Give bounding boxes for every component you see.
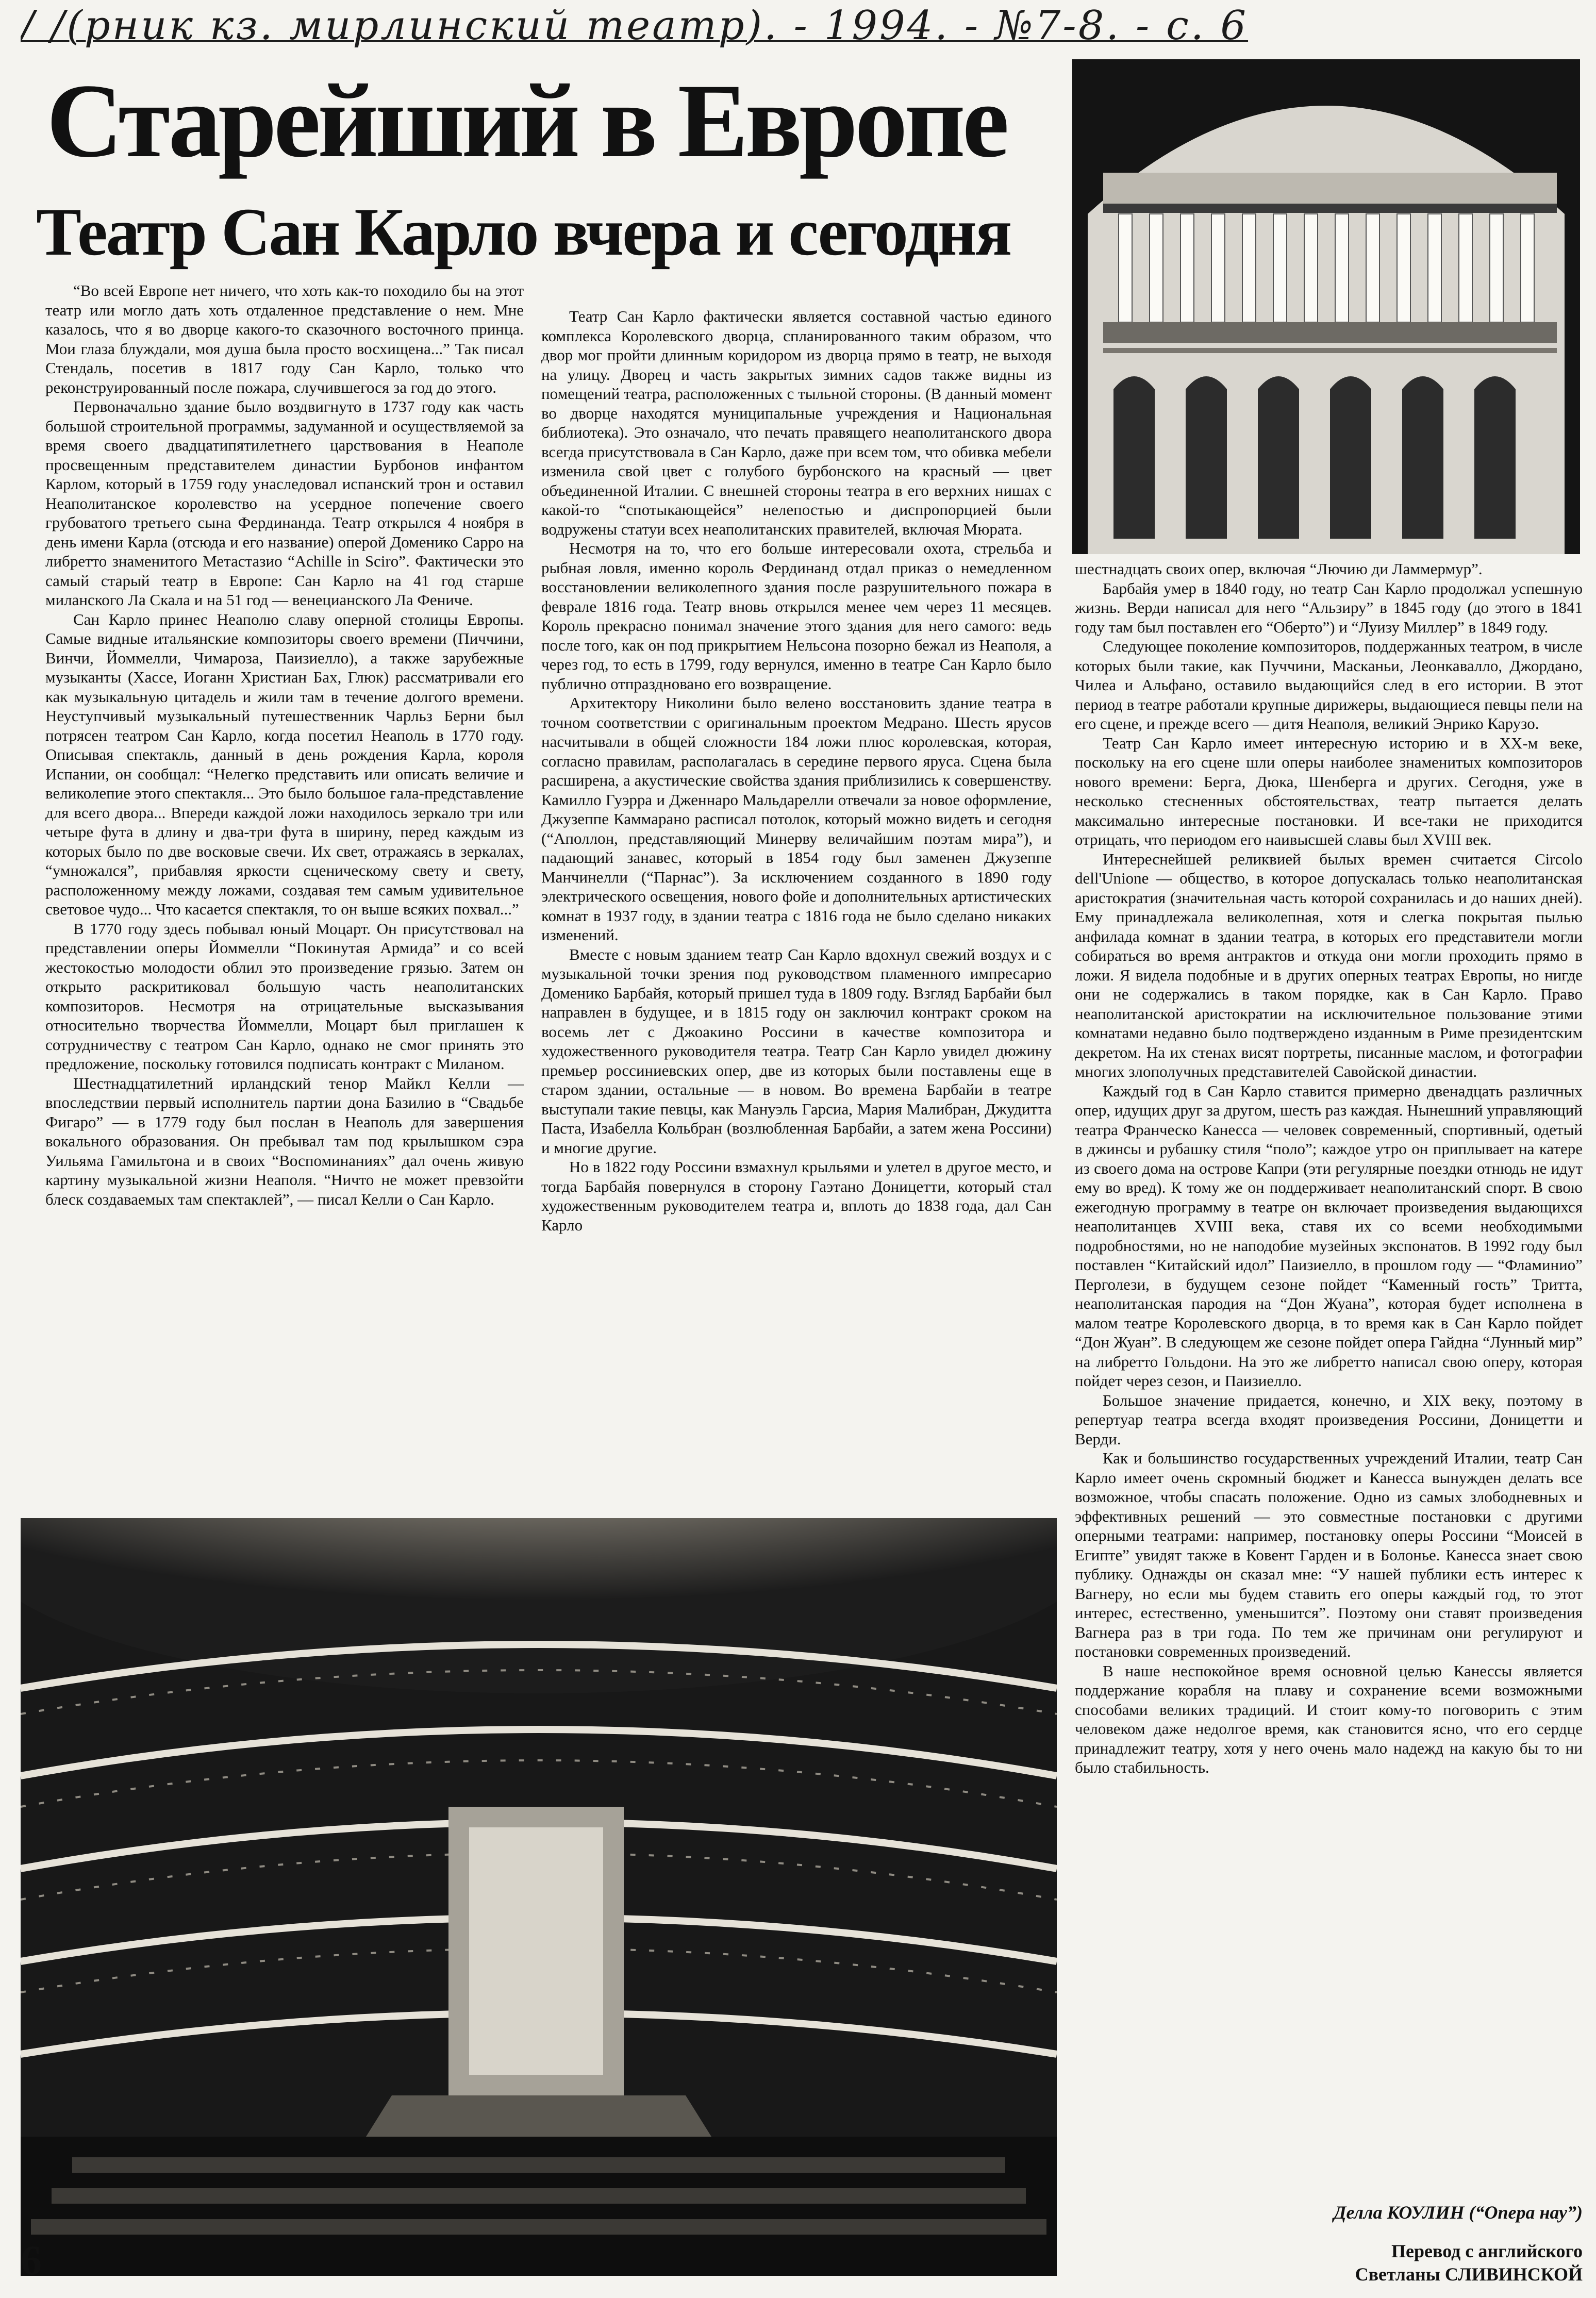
- paragraph: Сан Карло принес Неаполю славу оперной столицы Европы. Самые видные итальянские композиторы своего времени (Пиччини, Винчи, Йоммелли, Чимароза, Паизиелло), а также зарубежные музыканты (Хассе, Иоганн Христиан Бах, Глюк) рассматривали его как музыкальную цитадель и жили там в течение долгого времени. Неуступчивый музыкальный путешественник Чарльз Берни был потрясен театром Сан Карло, когда посетил Неаполь в 1770 году. Описывая спектакль, данный в день рождения Карла, короля Испании, он сообщал: “Нелегко представить или описать величие и великолепие этого спектакля... Это было большое гала-представление для всего двора... Впереди каждой ложи находилось зеркало три или четыре фута в длину и два-три фута в ширину, перед каждым из которых было по две восковые свечи. Их свет, отражаясь в зеркалах, “умножался”, прибавляя яркости сценическому свету и свету, расположенному между ложами, создавая тем самым удивительное световое чудо... Что касается спектакля, то он выше всяких похвал...”: [45, 610, 524, 918]
- article-column-1: [45, 281, 524, 1518]
- facade-photo: [1072, 59, 1580, 554]
- paragraph: Барбайя умер в 1840 году, но театр Сан Карло продолжал успешную жизнь. Верди написал для него “Альзиру” в 1845 году (до этого в 1841 году там был поставлен его “Оберто”) и “Луизу Миллер” в 1849 году.: [1075, 579, 1583, 636]
- paragraph: В 1770 году здесь побывал юный Моцарт. Он присутствовал на представлении оперы Йоммелли “Покинутая Армида” и со всей жестокостью молодости облил это произведение грязью. Затем он открыто раскритиковал большую часть неаполитанских композиторов. Несмотря на отрицательные высказывания относительно творчества Йоммелли, Моцарт был приглашен к сотрудничеству с театром Сан Карло, однако не смог принять это предложение, поскольку готовился подписать контракт с Миланом.: [45, 919, 524, 1073]
- facade-photo-graphic: [1072, 59, 1580, 554]
- article-column-3: [1075, 559, 1583, 2199]
- article-subtitle: Театр Сан Карло вчера и сегодня: [36, 194, 1011, 270]
- paragraph: В наше неспокойное время основной целью Канессы является поддержание корабля на плаву и сохранение всеми возможными способами великих традиций. И стоит кому-то поговорить с этим человеком даже недолгое время, как становится ясно, что его сердце принадлежит театру, хотя у него очень мало надежд на какую бы то ни было стабильность.: [1075, 1661, 1583, 1776]
- article-column-2: [541, 307, 1052, 1508]
- theatre-interior-graphic: [21, 1518, 1057, 2276]
- handwritten-note: / /(рник кз. мирлинский театр). - 1994. - №7-8. - с. 6: [21, 3, 1249, 49]
- paragraph: “Во всей Европе нет ничего, что хоть как-то походило бы на этот театр или могло дать хоть отдаленное представление о нем. Мне казалось, что я во дворце какого-то сказочного восточного принца. Мои глаза блуждали, моя душа была просто восхищена...” Так писал Стендаль, посетив в 1817 году Сан Карло, только что реконструированный после пожара, случившегося за год до этого.: [45, 281, 524, 396]
- paragraph: Как и большинство государственных учреждений Италии, театр Сан Карло имеет очень скромный бюджет и Канесса вынужден делать все возможное, чтобы спасать положение. Одно из самых злободневных и эффективных решений — это совместные постановки с другими оперными театрами: например, постановку оперы Россини “Моисей в Египте” увидят также в Ковент Гарден и в Болонье. Канесса знает свою публику. Однажды он сказал мне: “У нашей публики есть интерес к Вагнеру, но если мы будем ставить его оперы каждый год, то этот интерес, естественно, уменьшится”. Поэтому они ставят произведения Вагнера раз в три года. По тем же причинам они регулируют и постановки современных произведений.: [1075, 1449, 1583, 1660]
- paragraph: Несмотря на то, что его больше интересовали охота, стрельба и рыбная ловля, именно король Фердинанд отдал приказ о немедленном восстановлении великолепного здания после разрушительного пожара в феврале 1816 года. Театр вновь открылся менее чем через 11 месяцев. Король прекрасно понимал значение этого здания для него самого: ведь после того, как он под прикрытием Нельсона позорно бежал из Неаполя, а через год, то есть в 1799, году вернулся, именно в театре Сан Карло было публично отпраздновано его возвращение.: [541, 539, 1052, 693]
- page-number: 6: [21, 2237, 42, 2284]
- paragraph: Следующее поколение композиторов, поддержанных театром, в числе которых были такие, как Пуччини, Масканьи, Леонкавалло, Джордано, Чилеа и Альфано, оставило выдающийся след в его истории. В этот период в театре работали крупные дирижеры, выдающиеся певцы пели на его сцене, и прежде всего — дитя Неаполя, великий Энрико Карузо.: [1075, 637, 1583, 732]
- paragraph: Интереснейшей реликвией былых времен считается Circolo dell'Unione — общество, в которое допускалась только неаполитанская аристократия (значительная часть которой сохранилась и до наших дней). Ему принадлежала великолепная, хотя и слегка покрытая пылью анфилада комнат в здании театра, в которых его представители могли собираться во время антрактов и откуда они могли проходить прямо в ложи. Я видела подобные и в других оперных театрах Европы, но нигде они не содержались в таком порядке, как в Сан Карло. Право неаполитанской аристократии на исключительное пользование этими комнатами недавно было подтверждено изданным в Риме президентским декретом. На их стенах висят портреты, писанные маслом, и фотографии многих злополучных представителей Савойской династии.: [1075, 850, 1583, 1080]
- paragraph: Театр Сан Карло имеет интересную историю и в XX-м веке, поскольку на его сцене шли оперы наиболее знаменитых композиторов нового времени: Берга, Дюка, Шенберга и других. Сегодня, уже в несколько стесненных обстоятельствах, театр пытается делать максимально интересные постановки. И все-таки не приходится отрицать, что периодом его наивысшей славы был XVIII век.: [1075, 734, 1583, 848]
- paragraph: Архитектору Николини было велено восстановить здание театра в точном соответствии с оригинальным проектом Медрано. Шесть ярусов насчитывали в общей сложности 184 ложи плюс королевская, которая, согласно правилам, располагалась в середине первого яруса. Сцена была расширена, а акустические свойства здания приблизились к совершенству. Камилло Гуэрра и Дженнаро Мальдарелли отвечали за новое оформление, Джузеппе Каммарано расписал потолок, который можно видеть и сегодня (“Аполлон, представляющий Минерву величайшим поэтам мира”), и падающий занавес, который в 1854 году был заменен Джузеппе Манчинелли (“Парнас”). За исключением созданного в 1890 году электрического освещения, нового фойе и дополнительных артистических комнат в 1937 году, в здании театра с 1816 года не было сделано никаких изменений.: [541, 694, 1052, 944]
- theatre-interior-photo: [21, 1518, 1057, 2276]
- article-title: Старейший в Европе: [46, 62, 1006, 179]
- paragraph: Шестнадцатилетний ирландский тенор Майкл Келли — впоследствии первый исполнитель партии дона Базилио в “Свадьбе Фигаро” — в 1779 году был послан в Неаполь для завершения вокального образования. Он пребывал там под крылышком сэра Уильяма Гамильтона и в своих “Воспоминаниях” дал очень живую картину музыкальной жизни Неаполя. “Ничто не может превзойти блеск создаваемых там спектаклей”, — писал Келли о Сан Карло.: [45, 1074, 524, 1208]
- paragraph: Но в 1822 году Россини взмахнул крыльями и улетел в другое место, и тогда Барбайя повернулся в сторону Гаэтано Доницетти, который стал художественным руководителем театра и, вплоть до 1838 года, дал Сан Карло: [541, 1158, 1052, 1234]
- paragraph: шестнадцать своих опер, включая “Лючию ди Ламмермур”.: [1075, 560, 1483, 578]
- paragraph: Вместе с новым зданием театр Сан Карло вдохнул свежий воздух и с музыкальной точки зрения под руководством пламенного импресарио Доменико Барбайя, который пришел туда в 1809 году. Взгляд Барбайи был направлен в будущее, и в 1815 году он заключил контракт сроком на восемь лет с Джоакино Россини в качестве композитора и художественного руководителя театра. Театр Сан Карло увидел дюжину премьер россиниевских опер, две из которых были поставлены еще в старом здании, остальные — в новом. Во времена Барбайи в театре выступали такие певцы, как Мануэль Гарсиа, Мария Малибран, Джудитта Паста, Изабелла Кольбран (возлюбленная Барбайи, а затем жена Россини) и многие другие.: [541, 945, 1052, 1157]
- paragraph: Первоначально здание было воздвигнуто в 1737 году как часть большой строительной программы, задуманной и осуществляемой за время своего двадцатипятилетнего царствования в Неаполе просвещенным представителем династии Бурбонов инфантом Карлом, который в 1759 году унаследовал испанский трон и оставил Неаполитанское королевство на усердное попечение своего грубоватого третьего сына Фердинанда. Театр открылся 4 ноября в день имени Карла (отсюда и его название) оперой Доменико Сарро на либретто знаменитого Метастазио “Achille in Sciro”. Фактически это самый старый театр в Европе: Сан Карло на 41 год старше миланского Ла Скала и на 51 год — венецианского Ла Фениче.: [45, 397, 524, 609]
- paragraph: Театр Сан Карло фактически является составной частью единого комплекса Королевского дворца, спланированного таким образом, что двор мог пройти длинным коридором из дворца прямо в театр, не выходя на улицу. Дворец и часть закрытых зимних садов также видны из помещений театра, расположенных с тыльной стороны. (В данный момент во дворце находятся муниципальные учреждения и Национальная библиотека). Это означало, что печать правящего неаполитанского двора всегда присутствовала в Сан Карло, даже при всем том, что обивка мебели изменила свой цвет с голубого бурбонского на красный — цвет объединенной Италии. С внешней стороны театра в его верхних нишах с какой-то “спотыкающейся” нелепостью и диспропорцией были водружены статуи всех неаполитанских правителей, включая Мюрата.: [541, 307, 1052, 538]
- paragraph: Каждый год в Сан Карло ставится примерно двенадцать различных опер, идущих друг за другом, шесть раз каждая. Нынешний управляющий театра Франческо Канесса — человек современный, спортивный, одетый в джинсы и рубашку стиля “поло”; каждое утро он приплывает на катере из своего дома на острове Капри (эти регулярные поездки отнюдь не идут ему во вред). К тому же он поддерживает неаполитанский спорт. В свою ежегодную программу в театре он включает произведения выдающихся неаполитанцев XVIII века, ставя их со всеми необходимыми подробностями, но не наподобие музейных экспонатов. В 1992 году был поставлен “Китайский идол” Паизиелло, в прошлом году — “Фламинио” Перголези, в будущем сезоне пойдет “Каменный гость” Тритта, неаполитанская пародия на “Дон Жуана”, которая будет исполнена в малом театре Королевского дворца, в то время как в Сан Карло пойдет “Дон Жуан”. В следующем же сезоне пойдет опера Гайдна “Лунный мир” на либретто Гольдони. На это же либретто написал свою оперу, которая пойдет через сезон, и Паизиелло.: [1075, 1081, 1583, 1390]
- translator-line-1: Перевод с английского: [1391, 2241, 1583, 2261]
- author-byline: Делла КОУЛИН (“Опера нау”): [1333, 2202, 1583, 2223]
- translator-line-2: Светланы СЛИВИНСКОЙ: [1355, 2264, 1583, 2285]
- paragraph: Большое значение придается, конечно, и XIX веку, поэтому в репертуар театра всегда входят произведения Россини, Доницетти и Верди.: [1075, 1391, 1583, 1448]
